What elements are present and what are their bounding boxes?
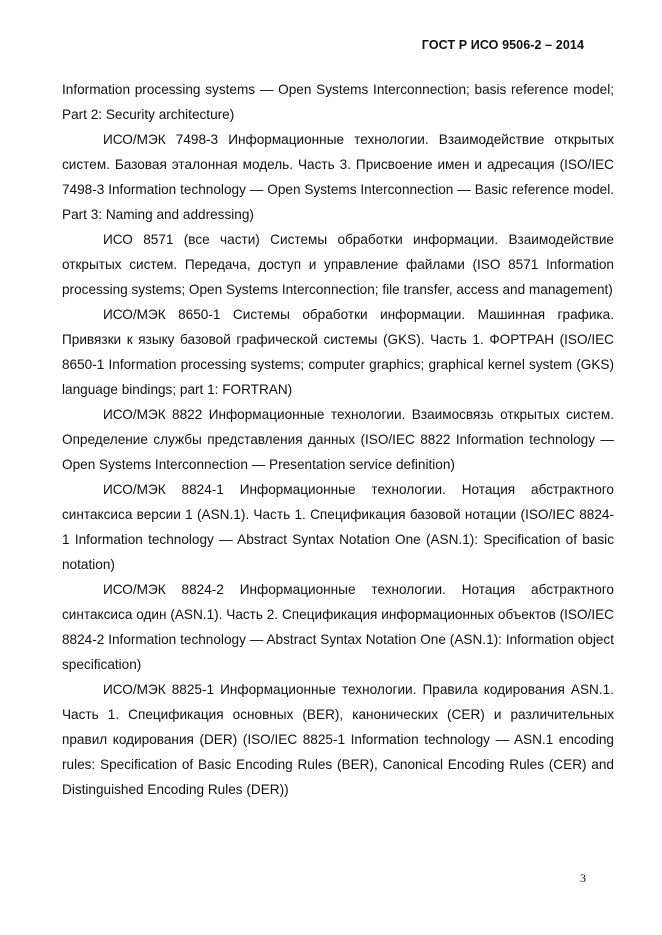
page-number: 3 <box>580 871 586 885</box>
reference-paragraph: ИСО/МЭК 8650-1 Системы обработки информации. Машинная графика. Привязки к языку базовой графической системы (GKS). Часть 1. ФОРТРАН (ISO/IEC 8650-1 Information processing systems; computer graphics; graphical kernel system (GKS) language bindings; part 1: FORTRAN) <box>62 307 614 397</box>
reference-paragraph: ИСО 8571 (все части) Системы обработки информации. Взаимодействие открытых систем. Передача, доступ и управление файлами (ISO 8571 Information processing systems; Open Systems Interconnection; file transfer, access and management) <box>62 232 614 297</box>
reference-list <box>62 77 614 802</box>
reference-paragraph: ИСО/МЭК 8824-1 Информационные технологии. Нотация абстрактного синтаксиса версии 1 (ASN.1). Часть 1. Спецификация базовой нотации (ISO/IEC 8824-1 Information technology — Abstract Syntax Notation One (ASN.1): Specification of basic notation) <box>62 482 614 572</box>
reference-paragraph: ИСО/МЭК 7498-3 Информационные технологии. Взаимодействие открытых систем. Базовая эталонная модель. Часть 3. Присвоение имен и адресация (ISO/IEC 7498-3 Information technology — Open Systems Interconnection — Basic reference model. Part 3: Naming and addressing) <box>62 132 614 222</box>
reference-paragraph: Information processing systems — Open Systems Interconnection; basis reference model; Part 2: Security architecture) <box>62 82 614 122</box>
reference-paragraph: ИСО/МЭК 8822 Информационные технологии. Взаимосвязь открытых систем. Определение службы представления данных (ISO/IEC 8822 Information technology — Open Systems Interconnection — Presentation service definition) <box>62 407 614 472</box>
reference-paragraph: ИСО/МЭК 8824-2 Информационные технологии. Нотация абстрактного синтаксиса один (ASN.1). Часть 2. Спецификация информационных объектов (ISO/IEC 8824-2 Information technology — Abstract Syntax Notation One (ASN.1): Information object specification) <box>62 582 614 672</box>
document-header-title: ГОСТ Р ИСО 9506-2 – 2014 <box>421 38 584 52</box>
reference-paragraph: ИСО/МЭК 8825-1 Информационные технологии. Правила кодирования ASN.1. Часть 1. Спецификация основных (BER), канонических (CER) и различительных правил кодирования (DER) (ISO/IEC 8825-1 Information technology — ASN.1 encoding rules: Specification of Basic Encoding Rules (BER), Canonical Encoding Rules (CER) and Distinguished Encoding Rules (DER)) <box>62 682 614 797</box>
